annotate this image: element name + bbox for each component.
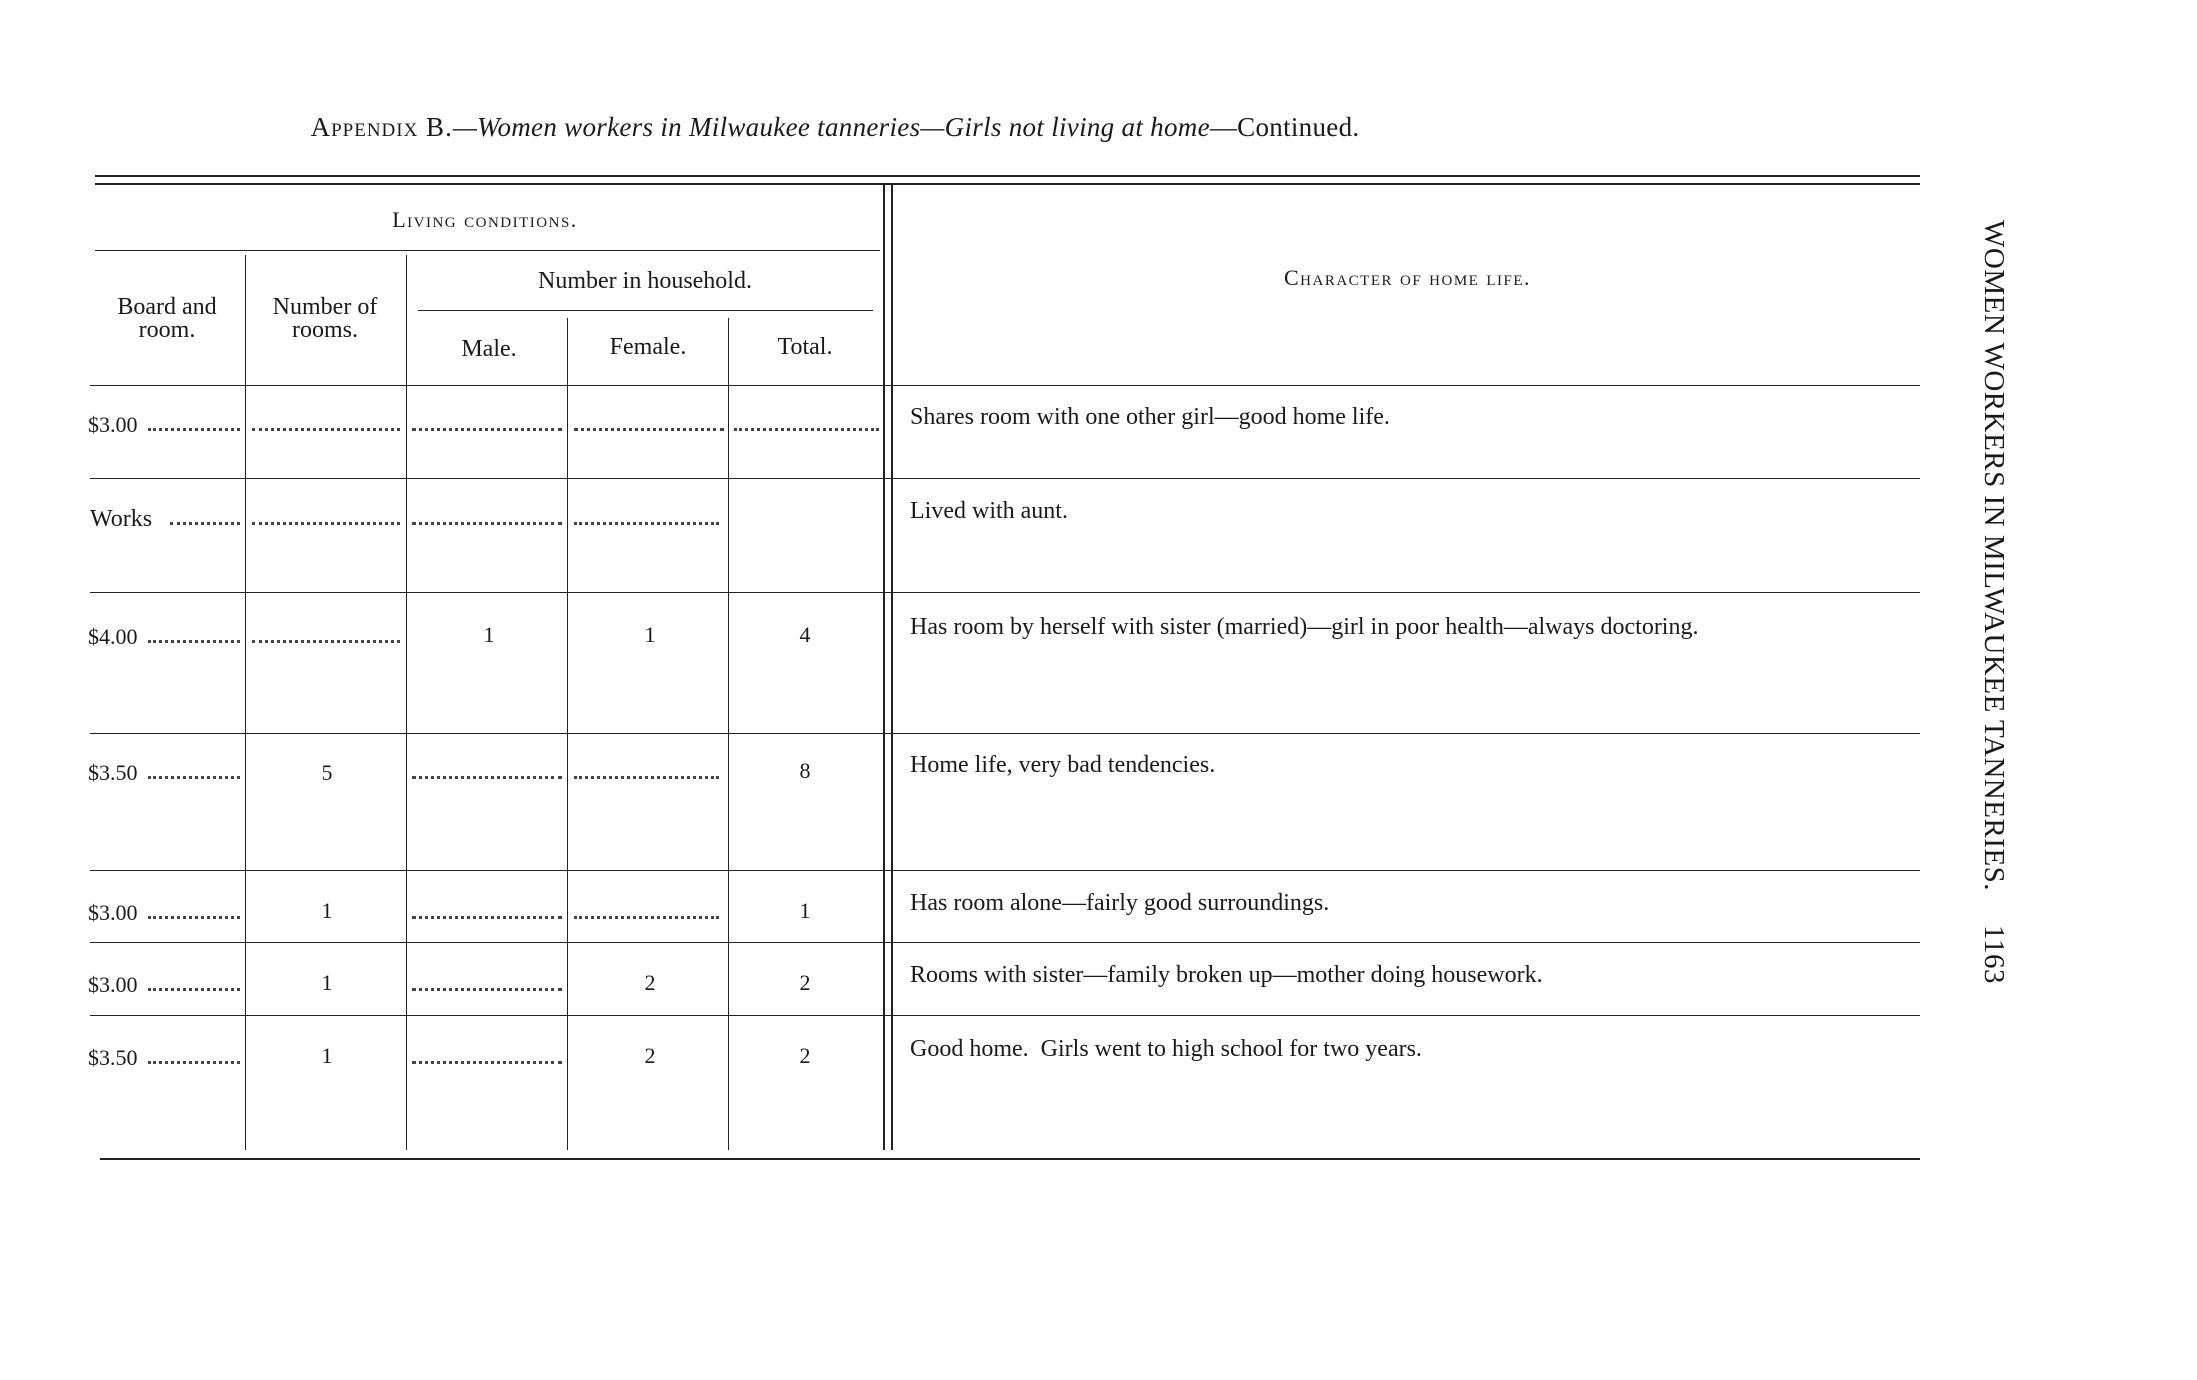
male-value: 1 [483, 622, 495, 647]
rooms-value: 5 [321, 760, 333, 785]
total-header: Total. [777, 334, 833, 360]
female-value: 2 [644, 970, 656, 995]
board-value: $3.50 [88, 1045, 138, 1070]
total-value: 4 [799, 622, 811, 647]
board-value: $3.00 [88, 972, 138, 997]
leader-dots [412, 916, 562, 919]
character-text: Rooms with sister—family broken up—mother doing housework. [910, 962, 1543, 988]
row-rule-5 [90, 942, 1920, 943]
main-divider-2 [891, 185, 893, 1150]
leader-dots [170, 522, 240, 525]
row-rule-4 [90, 870, 1920, 871]
leader-dots [148, 776, 240, 779]
total-value: 2 [799, 970, 811, 995]
leader-dots [574, 916, 719, 919]
leader-dots [252, 522, 400, 525]
leader-dots [574, 522, 719, 525]
female-header: Female. [609, 334, 687, 360]
top-rule-1 [95, 175, 1920, 177]
household-rule [418, 310, 873, 311]
character-text: Lived with aunt. [910, 498, 1068, 524]
total-value: 1 [799, 898, 811, 923]
leader-dots [148, 1061, 240, 1064]
leader-dots [148, 428, 240, 431]
leader-dots [412, 988, 562, 991]
row-rule-3 [90, 733, 1920, 734]
character-text: Has room by herself with sister (married)—girl in poor health—always doctoring. [910, 614, 1699, 640]
row-rule-1 [90, 478, 1920, 479]
leader-dots [734, 428, 879, 431]
leader-dots [252, 640, 400, 643]
leader-dots [412, 776, 562, 779]
bottom-rule [100, 1158, 1920, 1160]
page-number: 1163 [1978, 925, 2010, 984]
board-value: $3.00 [88, 900, 138, 925]
title-italic: —Women workers in Milwaukee tanneries—Girls not living at home [452, 112, 1210, 142]
rooms-value: 1 [321, 970, 333, 995]
character-text: Shares room with one other girl—good home life. [910, 404, 1390, 430]
total-value: 2 [799, 1043, 811, 1068]
title-prefix: Appendix B. [310, 112, 453, 142]
leader-dots [412, 1061, 562, 1064]
col-divider-total [728, 318, 729, 1150]
side-heading-text: WOMEN WORKERS IN MILWAUKEE TANNERIES. [1978, 220, 2010, 892]
female-value: 2 [644, 1043, 656, 1068]
row-rule-2 [90, 592, 1920, 593]
board-value: $3.50 [88, 760, 138, 785]
side-running-heading [1960, 220, 2020, 1180]
leader-dots [148, 988, 240, 991]
rooms-value: 1 [321, 1043, 333, 1068]
leader-dots [252, 428, 400, 431]
board-value: Works [90, 506, 153, 532]
leader-dots [148, 916, 240, 919]
leader-dots [412, 428, 562, 431]
board-value: $4.00 [88, 624, 138, 649]
character-text: Good home. Girls went to high school for two years. [910, 1036, 1422, 1062]
main-divider-1 [883, 185, 885, 1150]
number-of-rooms-header: Number of rooms. [272, 294, 378, 343]
rooms-value: 1 [321, 898, 333, 923]
title-suffix: —Continued. [1209, 112, 1360, 142]
total-value: 8 [799, 758, 811, 783]
living-conditions-rule [95, 250, 880, 251]
top-rule-2 [95, 183, 1920, 185]
leader-dots [412, 522, 562, 525]
female-value: 1 [644, 622, 656, 647]
number-in-household-header: Number in household. [538, 268, 752, 294]
page-title [0, 112, 1670, 143]
living-conditions-header: Living conditions. [392, 207, 578, 232]
board-and-room-header: Board and room. [117, 294, 217, 343]
leader-dots [574, 776, 719, 779]
row-rule-6 [90, 1015, 1920, 1016]
header-bottom-rule [90, 385, 1920, 386]
character-text: Has room alone—fairly good surroundings. [910, 890, 1330, 916]
character-of-home-life-header: Character of home life. [1283, 265, 1531, 290]
col-divider-female [567, 318, 568, 1150]
board-value: $3.00 [88, 412, 138, 437]
character-text: Home life, very bad tendencies. [910, 752, 1216, 778]
leader-dots [148, 640, 240, 643]
leader-dots [574, 428, 724, 431]
male-header: Male. [461, 336, 517, 362]
